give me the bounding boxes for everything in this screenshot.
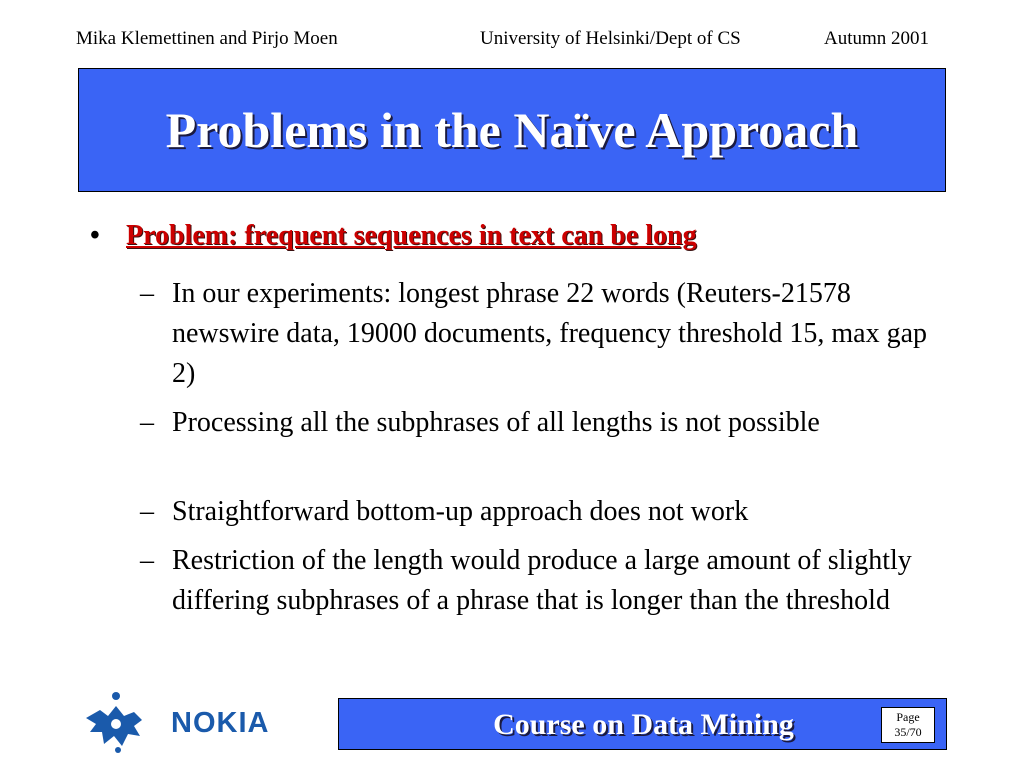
course-title: Course on Data Mining xyxy=(493,708,794,741)
slide-header xyxy=(0,28,1024,54)
footer-logos xyxy=(78,688,318,754)
bullet-marker: • xyxy=(90,220,100,251)
page-indicator xyxy=(881,707,935,743)
sub-point-text: In our experiments: longest phrase 22 words (Reuters-21578 newswire data, 19000 documents, frequency threshold 15, max gap 2) xyxy=(172,278,928,389)
dash-marker: – xyxy=(140,278,154,309)
sub-point-text: Processing all the subphrases of all lengths is not possible xyxy=(172,407,820,438)
nokia-logo-text: NOKIA xyxy=(171,707,270,739)
dash-marker: – xyxy=(140,407,154,438)
dash-marker: – xyxy=(140,545,154,576)
sub-point-text: Restriction of the length would produce a large amount of slightly differing subphrases of a phrase that is longer than the threshold xyxy=(172,545,912,616)
sub-point-text: Straightforward bottom-up approach does not work xyxy=(172,496,749,527)
header-term: Autumn 2001 xyxy=(824,28,930,49)
logos-graphic xyxy=(78,688,318,754)
sub-point xyxy=(140,492,940,536)
page-number: 35/70 xyxy=(894,725,922,739)
university-logo-icon xyxy=(86,692,142,753)
main-bullet xyxy=(90,220,970,264)
sub-point xyxy=(140,403,940,487)
title-banner xyxy=(78,68,946,192)
sub-point xyxy=(140,274,940,398)
header-university: University of Helsinki/Dept of CS xyxy=(480,28,741,49)
slide-title: Problems in the Naïve Approach xyxy=(165,102,859,158)
page-label: Page xyxy=(896,710,920,724)
header-author: Mika Klemettinen and Pirjo Moen xyxy=(76,28,338,49)
sub-point xyxy=(140,541,940,665)
course-banner xyxy=(338,698,947,750)
dash-marker: – xyxy=(140,496,154,527)
main-point-text: Problem: frequent sequences in text can be long xyxy=(126,220,697,251)
